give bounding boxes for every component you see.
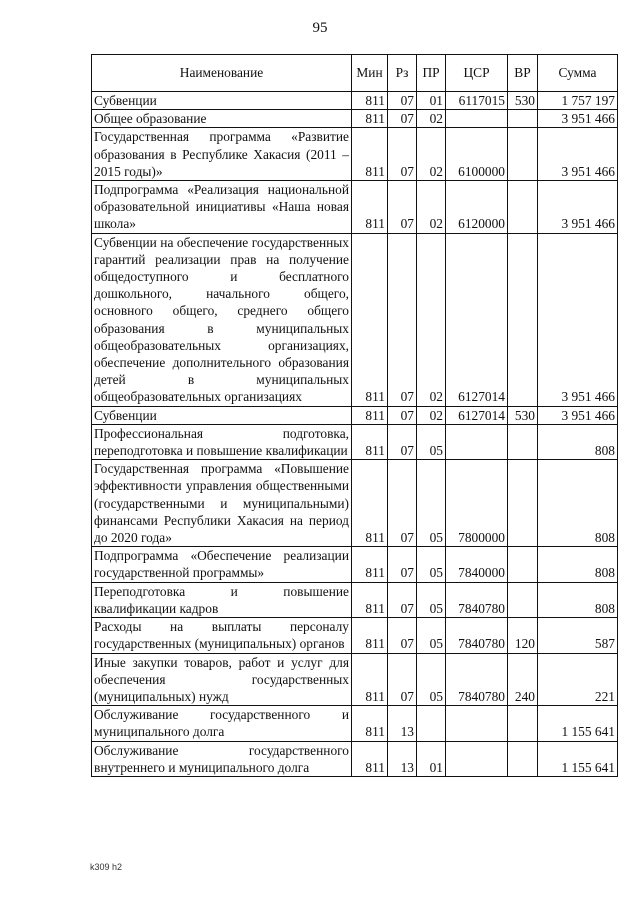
table-row <box>92 424 618 459</box>
cell-vr <box>508 110 538 128</box>
cell-csr <box>446 741 508 776</box>
cell-csr: 7800000 <box>446 460 508 547</box>
cell-csr <box>446 706 508 741</box>
cell-csr: 6120000 <box>446 181 508 234</box>
table-row <box>92 653 618 706</box>
cell-name: Общее образование <box>92 110 352 128</box>
cell-vr: 120 <box>508 618 538 653</box>
header-name: Наименование <box>92 55 352 92</box>
table-row <box>92 181 618 234</box>
cell-rz: 07 <box>388 582 417 617</box>
cell-min: 811 <box>352 128 388 181</box>
header-rz: Рз <box>388 55 417 92</box>
cell-pr: 02 <box>417 233 446 406</box>
cell-pr: 05 <box>417 653 446 706</box>
cell-pr: 05 <box>417 424 446 459</box>
cell-name: Государственная программа «Повышение эффективности управления общественными (государственными и муниципальными) финансами Республики Хакасия на период до 2020 года» <box>92 460 352 547</box>
cell-name: Расходы на выплаты персоналу государственных (муниципальных) органов <box>92 618 352 653</box>
cell-rz: 13 <box>388 741 417 776</box>
cell-name: Подпрограмма «Обеспечение реализации государственной программы» <box>92 547 352 582</box>
cell-name: Иные закупки товаров, работ и услуг для обеспечения государственных (муниципальных) нужд <box>92 653 352 706</box>
table-row <box>92 128 618 181</box>
table-row <box>92 706 618 741</box>
cell-min: 811 <box>352 424 388 459</box>
table-row <box>92 741 618 776</box>
cell-pr: 05 <box>417 460 446 547</box>
table-body <box>92 92 618 777</box>
cell-pr: 05 <box>417 582 446 617</box>
cell-sum: 3 951 466 <box>538 233 618 406</box>
cell-rz: 07 <box>388 233 417 406</box>
header-csr: ЦСР <box>446 55 508 92</box>
cell-sum: 1 757 197 <box>538 92 618 110</box>
cell-rz: 07 <box>388 92 417 110</box>
cell-csr: 6127014 <box>446 406 508 424</box>
cell-csr: 7840780 <box>446 618 508 653</box>
cell-vr <box>508 582 538 617</box>
cell-csr: 6100000 <box>446 128 508 181</box>
cell-min: 811 <box>352 706 388 741</box>
cell-sum: 587 <box>538 618 618 653</box>
cell-vr: 530 <box>508 406 538 424</box>
cell-name: Субвенции <box>92 92 352 110</box>
table-row <box>92 618 618 653</box>
cell-min: 811 <box>352 741 388 776</box>
cell-sum: 808 <box>538 547 618 582</box>
cell-min: 811 <box>352 653 388 706</box>
cell-min: 811 <box>352 582 388 617</box>
cell-vr <box>508 741 538 776</box>
cell-vr <box>508 424 538 459</box>
cell-csr: 7840780 <box>446 653 508 706</box>
cell-name: Субвенции <box>92 406 352 424</box>
cell-pr: 02 <box>417 406 446 424</box>
cell-min: 811 <box>352 233 388 406</box>
cell-vr: 240 <box>508 653 538 706</box>
cell-sum: 808 <box>538 424 618 459</box>
table-row <box>92 92 618 110</box>
page-number: 95 <box>312 20 328 36</box>
cell-sum: 1 155 641 <box>538 706 618 741</box>
cell-rz: 13 <box>388 706 417 741</box>
cell-pr: 02 <box>417 128 446 181</box>
cell-rz: 07 <box>388 424 417 459</box>
cell-min: 811 <box>352 110 388 128</box>
cell-rz: 07 <box>388 181 417 234</box>
cell-min: 811 <box>352 460 388 547</box>
cell-pr: 01 <box>417 92 446 110</box>
cell-sum: 3 951 466 <box>538 128 618 181</box>
cell-pr: 02 <box>417 110 446 128</box>
cell-rz: 07 <box>388 460 417 547</box>
cell-sum: 3 951 466 <box>538 110 618 128</box>
cell-rz: 07 <box>388 128 417 181</box>
cell-name: Государственная программа «Развитие образования в Республике Хакасия (2011 – 2015 годы)» <box>92 128 352 181</box>
header-pr: ПР <box>417 55 446 92</box>
cell-csr <box>446 110 508 128</box>
cell-rz: 07 <box>388 406 417 424</box>
cell-min: 811 <box>352 406 388 424</box>
cell-pr: 01 <box>417 741 446 776</box>
cell-min: 811 <box>352 547 388 582</box>
cell-min: 811 <box>352 92 388 110</box>
table-row <box>92 233 618 406</box>
header-sum: Сумма <box>538 55 618 92</box>
table-row <box>92 582 618 617</box>
cell-pr <box>417 706 446 741</box>
table-row <box>92 547 618 582</box>
cell-vr <box>508 706 538 741</box>
cell-sum: 808 <box>538 460 618 547</box>
cell-sum: 3 951 466 <box>538 406 618 424</box>
header-min: Мин <box>352 55 388 92</box>
cell-csr: 6127014 <box>446 233 508 406</box>
cell-rz: 07 <box>388 653 417 706</box>
cell-rz: 07 <box>388 618 417 653</box>
cell-vr <box>508 181 538 234</box>
cell-rz: 07 <box>388 547 417 582</box>
cell-vr <box>508 460 538 547</box>
table-row <box>92 110 618 128</box>
cell-name: Обслуживание государственного и муниципального долга <box>92 706 352 741</box>
cell-vr <box>508 128 538 181</box>
cell-sum: 3 951 466 <box>538 181 618 234</box>
cell-pr: 02 <box>417 181 446 234</box>
cell-csr: 6117015 <box>446 92 508 110</box>
cell-rz: 07 <box>388 110 417 128</box>
cell-name: Подпрограмма «Реализация национальной образовательной инициативы «Наша новая школа» <box>92 181 352 234</box>
cell-csr: 7840780 <box>446 582 508 617</box>
cell-csr <box>446 424 508 459</box>
table-header-row <box>92 55 618 92</box>
cell-sum: 221 <box>538 653 618 706</box>
cell-name: Субвенции на обеспечение государственных гарантий реализации прав на получение общедоступного и бесплатного дошкольного, начального общего, основного общего, среднего общего образования в муниципальных общеобразовательных организациях, обеспечение дополнительного образования детей в муниципальных общеобразовательных организациях <box>92 233 352 406</box>
cell-min: 811 <box>352 181 388 234</box>
cell-sum: 1 155 641 <box>538 741 618 776</box>
cell-pr: 05 <box>417 547 446 582</box>
cell-name: Обслуживание государственного внутреннего и муниципального долга <box>92 741 352 776</box>
cell-csr: 7840000 <box>446 547 508 582</box>
cell-vr: 530 <box>508 92 538 110</box>
header-vr: ВР <box>508 55 538 92</box>
cell-vr <box>508 547 538 582</box>
cell-min: 811 <box>352 618 388 653</box>
cell-name: Профессиональная подготовка, переподготовка и повышение квалификации <box>92 424 352 459</box>
cell-name: Переподготовка и повышение квалификации кадров <box>92 582 352 617</box>
table-row <box>92 406 618 424</box>
cell-pr: 05 <box>417 618 446 653</box>
cell-sum: 808 <box>538 582 618 617</box>
cell-vr <box>508 233 538 406</box>
table-row <box>92 460 618 547</box>
budget-table <box>91 54 618 777</box>
footer-code: k309 h2 <box>90 862 123 872</box>
